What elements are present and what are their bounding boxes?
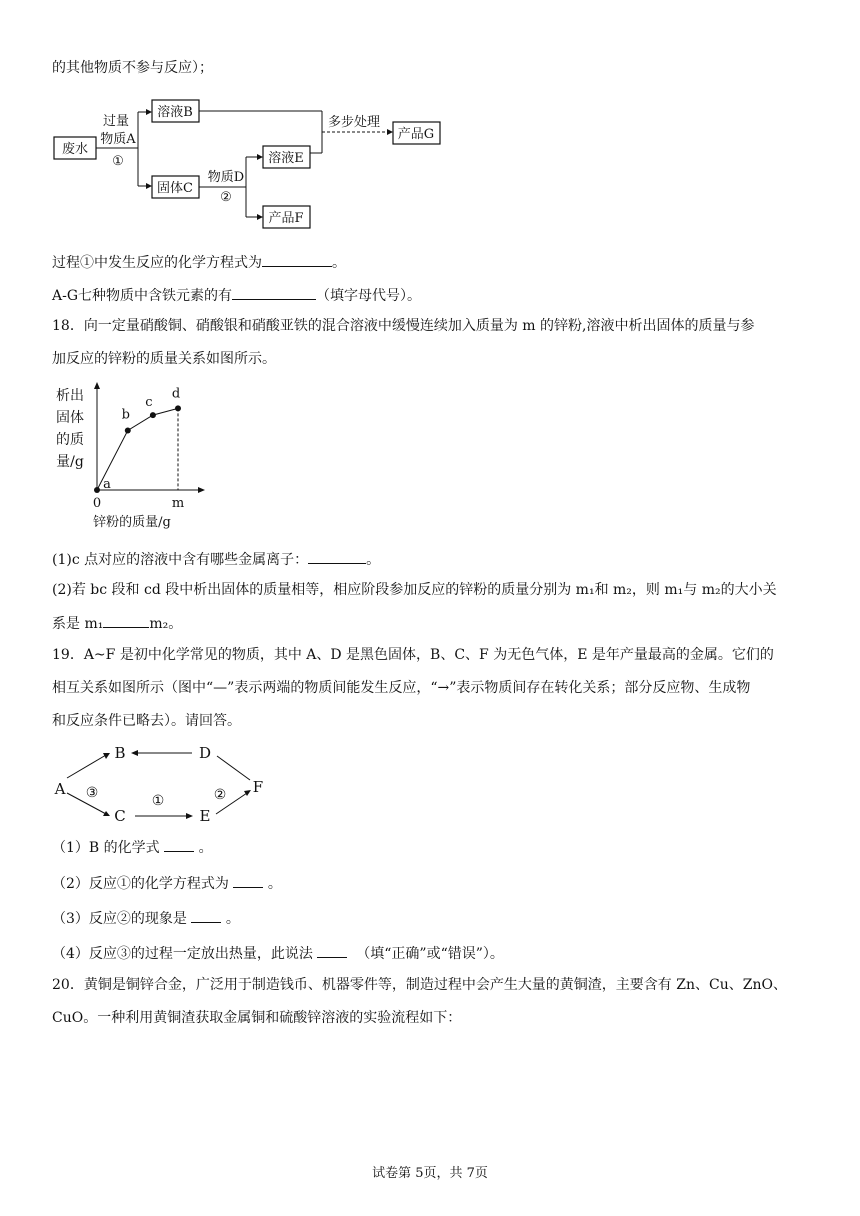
data-point-a	[94, 487, 100, 493]
data-point-d	[175, 405, 181, 411]
answer-blank[interactable]	[103, 612, 149, 628]
y-axis-label-line: 固体	[56, 410, 84, 426]
y-axis-label-line: 析出	[56, 388, 84, 404]
page-footer: 试卷第 5页，共 7页	[372, 1166, 488, 1181]
arrowhead	[257, 154, 263, 160]
q19-1: （1）B 的化学式 。	[52, 836, 213, 858]
answer-blank[interactable]	[317, 942, 347, 958]
node-b: B	[114, 744, 126, 762]
relation-diagram	[50, 738, 280, 828]
q19-2: （2）反应①的化学方程式为 。	[52, 872, 282, 894]
intro-tail: 的其他物质不参与反应）；	[52, 60, 213, 76]
q19-stem-line2: 相互关系如图所示（图中“—”表示两端的物质间能发生反应，“→”表示物质间存在转化关系；部分反应物、生成物	[52, 680, 751, 696]
q20-stem-line2: CuO。一种利用黄铜渣获取金属铜和硫酸锌溶液的实验流程如下：	[52, 1010, 462, 1026]
q20-stem-line1: 20．黄铜是铜锌合金，广泛用于制造钱币、机器零件等，制造过程中会产生大量的黄铜渣，主要含有 Zn、Cu、ZnO、	[52, 977, 787, 993]
arrowhead	[186, 813, 193, 819]
label-duobu: 多步处理	[327, 115, 381, 130]
data-point-b	[125, 427, 131, 433]
q18-2-line1: (2)若 bc 段和 cd 段中析出固体的质量相等，相应阶段参加反应的锌粉的质量分别为 m₁和 m₂，则 m₁与 m₂的大小关	[52, 582, 777, 598]
q17-line-b: A-G七种物质中含铁元素的有 （填字母代号）。	[52, 284, 421, 306]
q18-2-line2: 系是 m₁ m₂。	[52, 612, 182, 634]
q18-stem-line1: 18．向一定量硝酸铜、硝酸银和硝酸亚铁的混合溶液中缓慢连续加入质量为 m 的锌粉,溶液中析出固体的质量与参	[52, 318, 755, 334]
data-point-label: a	[103, 477, 111, 492]
data-point-label: b	[121, 407, 130, 423]
label-solution-b: 溶液B	[157, 105, 193, 120]
edge-d-f	[217, 756, 250, 780]
origin-label: 0	[92, 496, 102, 511]
data-point-label: d	[171, 386, 181, 402]
label-wuzhi-d: 物质D	[207, 170, 245, 185]
label-step2: ②	[220, 190, 232, 205]
node-c: C	[114, 807, 126, 825]
y-axis-arrow	[94, 382, 100, 389]
answer-blank[interactable]	[262, 251, 332, 267]
y-axis-label-line: 的质	[56, 432, 84, 448]
label-feishui: 废水	[61, 142, 89, 157]
label-solid-c: 固体C	[157, 181, 193, 196]
label-guoliang: 过量	[102, 114, 130, 129]
answer-blank[interactable]	[164, 836, 194, 852]
answer-blank[interactable]	[233, 872, 263, 888]
reaction-1-label: ①	[151, 793, 165, 809]
data-point-c	[150, 412, 156, 418]
label-step1: ①	[112, 154, 124, 169]
arrowhead	[146, 109, 152, 115]
x-axis-label: 锌粉的质量/g	[93, 515, 171, 530]
reaction-2-label: ②	[213, 787, 227, 803]
process-flow-diagram	[50, 95, 450, 235]
label-solution-e: 溶液E	[268, 151, 304, 166]
q19-stem-line1: 19．A~F 是初中化学常见的物质，其中 A、D 是黑色固体，B、C、F 为无色气体，E 是年产量最高的金属。它们的	[52, 647, 774, 663]
zinc-mass-chart	[50, 380, 240, 530]
node-d: D	[198, 744, 212, 762]
x-axis-arrow	[198, 487, 205, 493]
arrowhead	[387, 129, 393, 135]
answer-blank[interactable]	[232, 284, 316, 300]
q19-4: （4）反应③的过程一定放出热量，此说法 （填“正确”或“错误”）。	[52, 942, 504, 964]
y-axis-label-line: 量/g	[56, 454, 84, 470]
label-wuzhi-a: 物质A	[100, 132, 136, 147]
data-point-label: c	[145, 395, 153, 411]
arrowhead	[131, 750, 138, 756]
answer-blank[interactable]	[191, 907, 221, 923]
node-a: A	[54, 780, 66, 798]
node-e: E	[199, 807, 211, 825]
label-product-f: 产品F	[268, 211, 304, 226]
reaction-3-label: ③	[85, 785, 99, 801]
x-end-label: m	[171, 496, 185, 511]
label-product-g: 产品G	[397, 127, 435, 142]
arrowhead	[244, 790, 251, 796]
node-f: F	[252, 778, 264, 796]
q19-stem-line3: 和反应条件已略去）。请回答。	[52, 713, 241, 729]
q18-1: (1)c 点对应的溶液中含有哪些金属离子： 。	[52, 548, 380, 570]
edge-a-b	[67, 755, 106, 778]
q18-stem-line2: 加反应的锌粉的质量关系如图所示。	[52, 351, 276, 367]
q19-3: （3）反应②的现象是 。	[52, 907, 240, 929]
y-axis-label	[56, 387, 84, 470]
arrowhead	[257, 214, 263, 220]
q17-line-a: 过程①中发生反应的化学方程式为 。	[52, 251, 346, 273]
answer-blank[interactable]	[308, 548, 366, 564]
arrowhead	[146, 183, 152, 189]
